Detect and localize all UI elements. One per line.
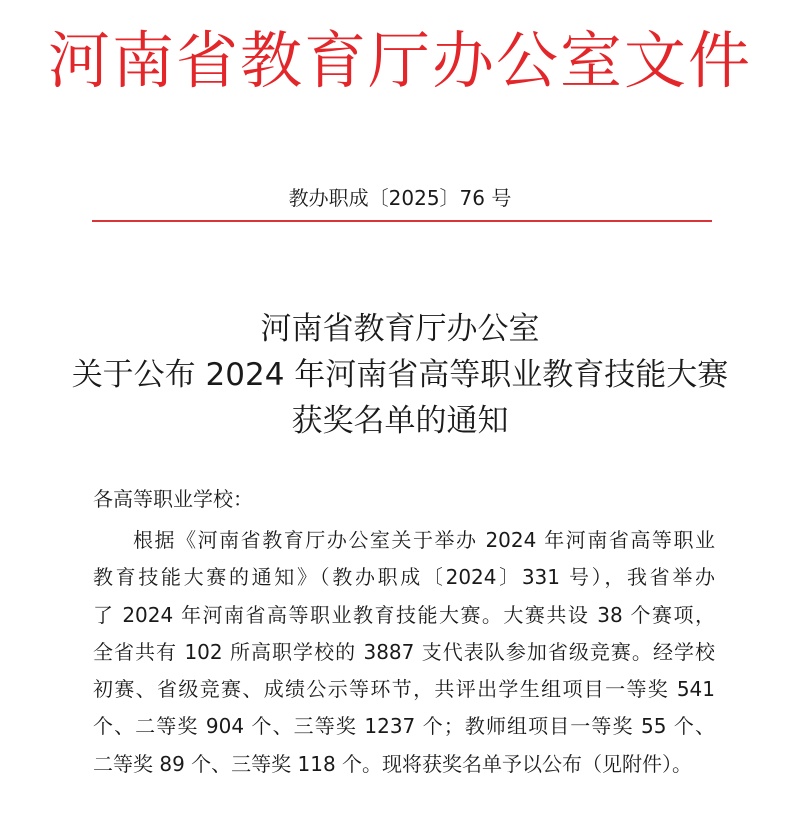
body-paragraph	[93, 525, 715, 786]
paragraph-line: 二等奖 89 个、三等奖 118 个。现将获奖名单予以公布（见附件）。	[93, 751, 693, 776]
notice-title-line: 获奖名单的通知	[291, 403, 509, 439]
paragraph-line: 了 2024 年河南省高等职业教育技能大赛。大赛共设 38 个赛项，	[93, 602, 715, 627]
notice-title-line: 河南省教育厅办公室	[260, 311, 540, 347]
paragraph-line: 教育技能大赛的通知》（教办职成〔2024〕331 号），我省举办	[93, 565, 715, 590]
paragraph-line: 初赛、省级竞赛、成绩公示等环节，共评出学生组项目一等奖 541	[93, 677, 715, 702]
paragraph-line: 个、二等奖 904 个、三等奖 1237 个；教师组项目一等奖 55 个、	[93, 714, 715, 739]
notice-title	[0, 306, 800, 444]
red-separator-rule	[92, 220, 712, 222]
notice-title-line: 关于公布 2024 年河南省高等职业教育技能大赛	[71, 357, 729, 393]
document-number: 教办职成〔2025〕76 号	[288, 186, 512, 210]
paragraph-line: 全省共有 102 所高职学校的 3887 支代表队参加省级竞赛。经学校	[93, 639, 715, 664]
issuer-masthead: 河南省教育厅办公室文件	[47, 24, 752, 97]
paragraph-line: 根据《河南省教育厅办公室关于举办 2024 年河南省高等职业	[133, 528, 715, 552]
salutation: 各高等职业学校：	[93, 487, 253, 511]
